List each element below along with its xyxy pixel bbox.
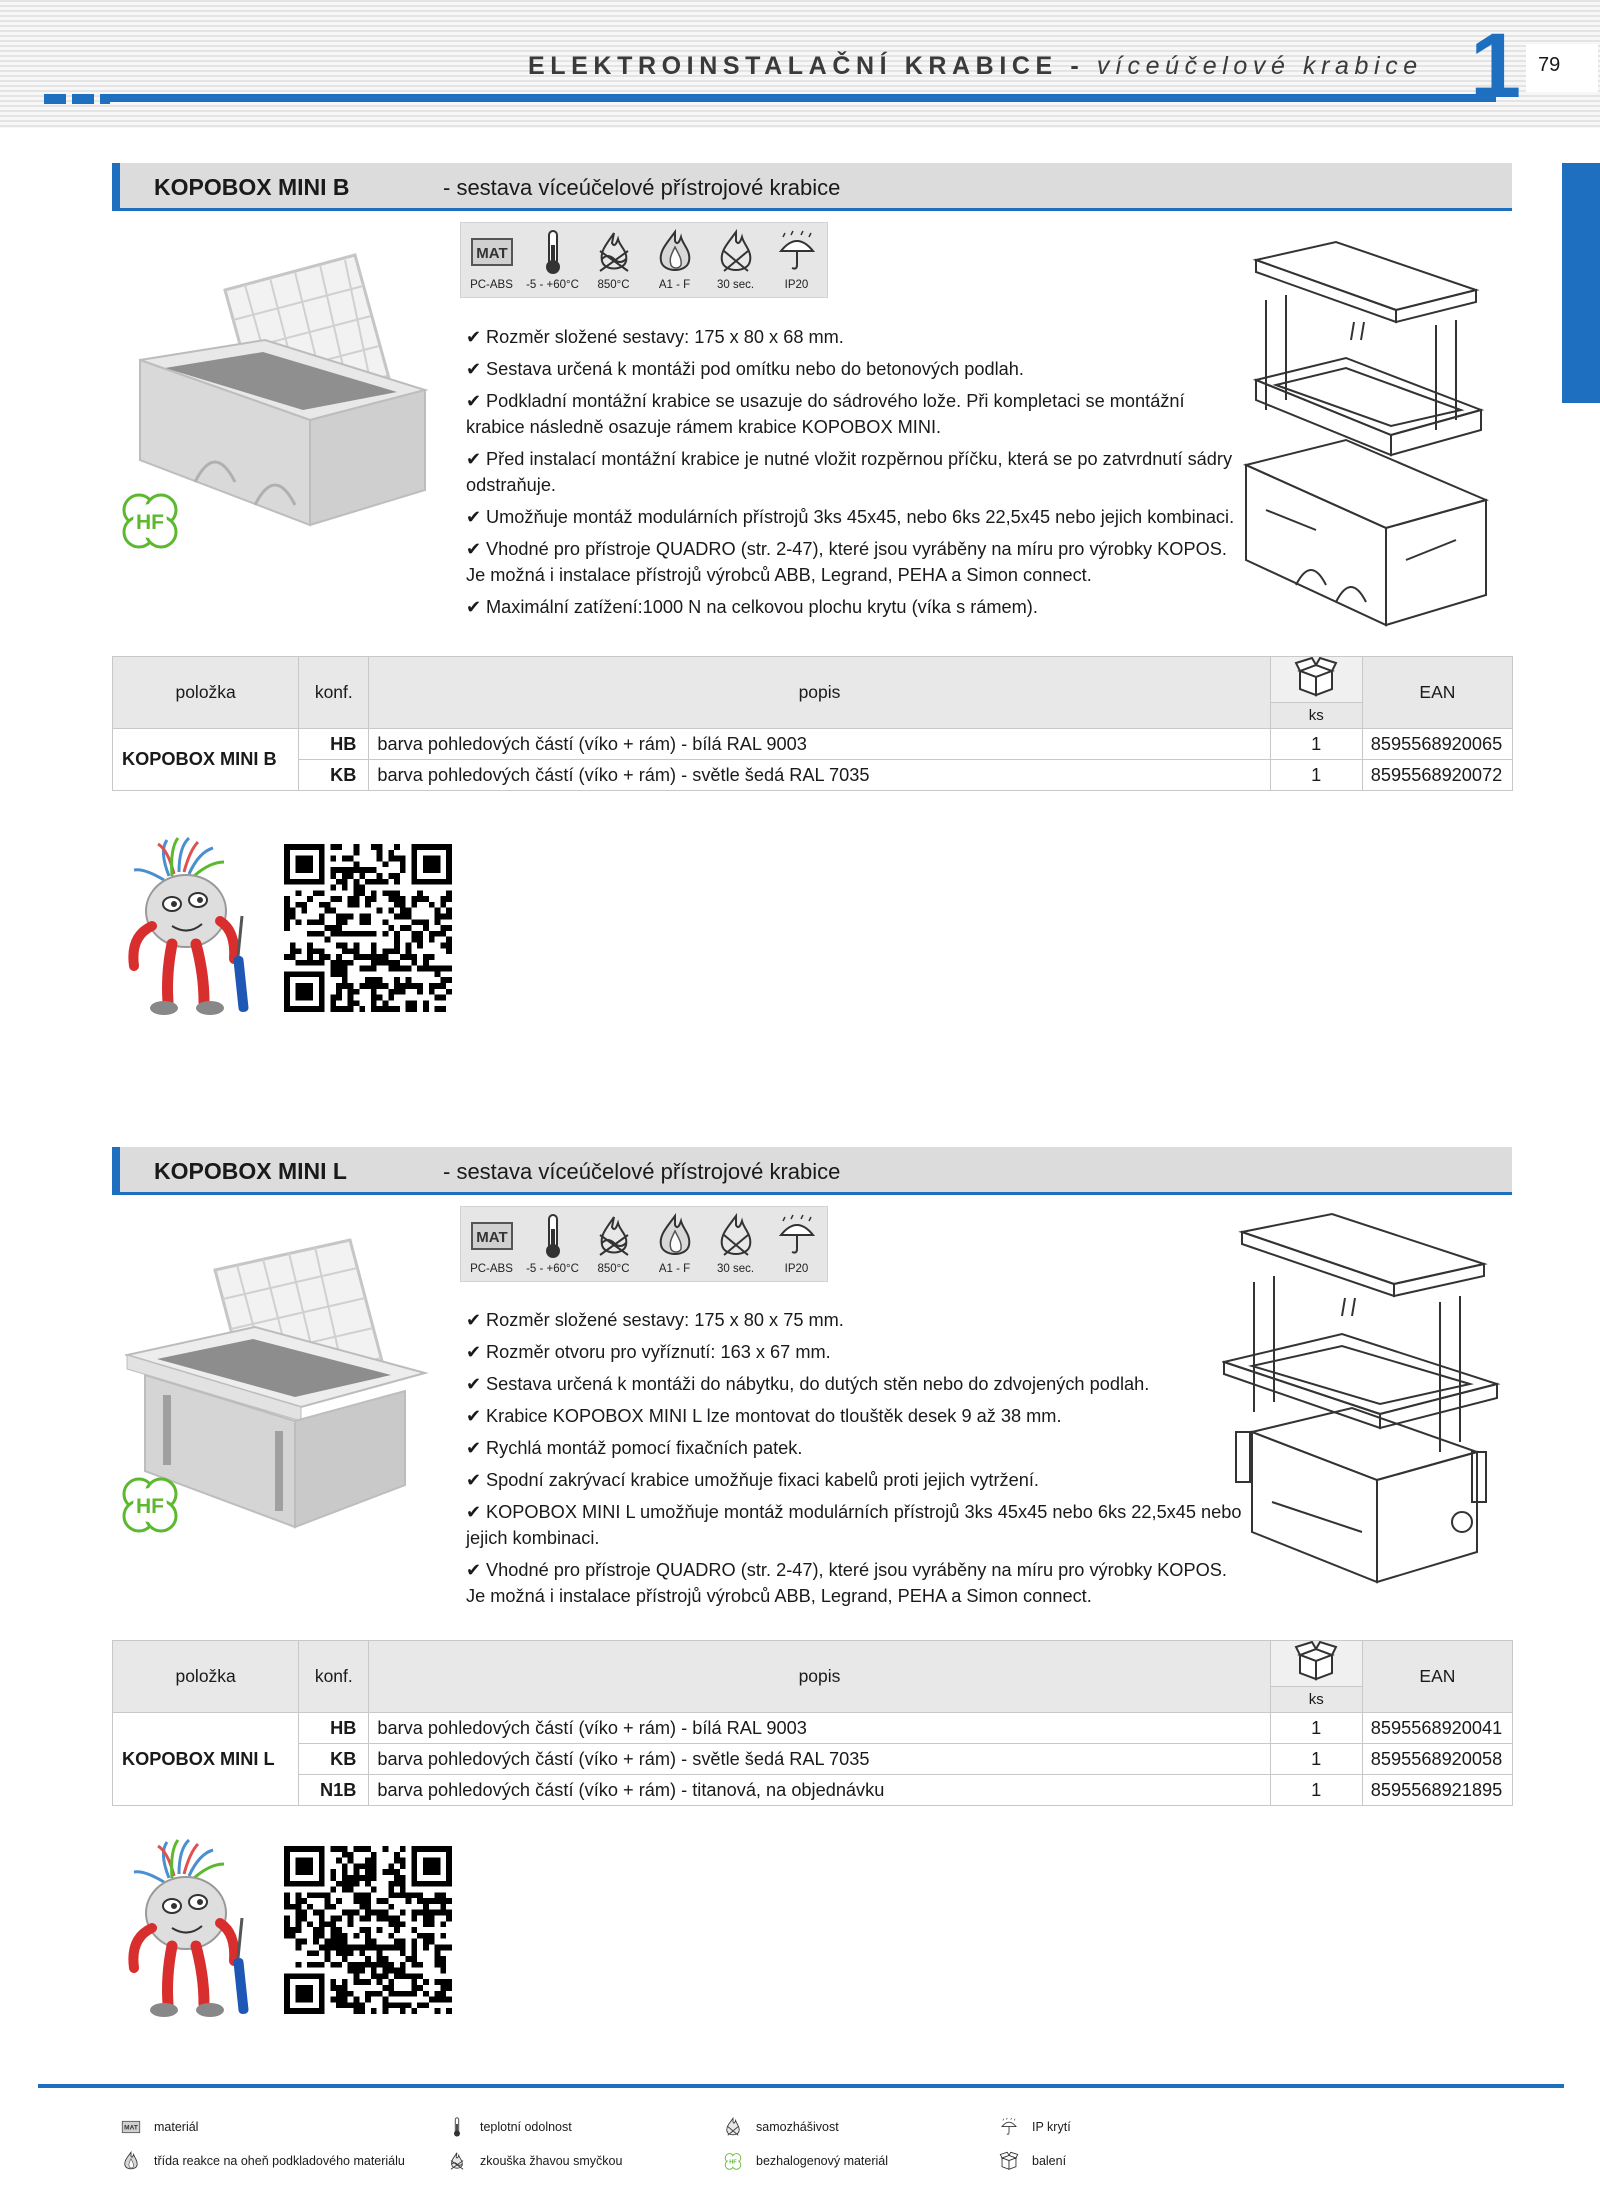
legend-item xyxy=(998,2151,1066,2171)
feature-item xyxy=(466,1467,1246,1493)
cell-konf: N1B xyxy=(299,1775,369,1806)
table-row xyxy=(113,729,1513,760)
property-thermometer xyxy=(522,223,583,297)
glow-wire-icon xyxy=(590,1213,638,1259)
legend-label: teplotní odolnost xyxy=(480,2120,572,2134)
feature-list xyxy=(466,1307,1246,1615)
cell-ks: 1 xyxy=(1270,1775,1362,1806)
col-header-ks: ks xyxy=(1270,703,1362,729)
self-extinguish-icon xyxy=(712,229,760,275)
cell-konf: KB xyxy=(299,760,369,791)
property-mat xyxy=(461,1207,522,1281)
svg-text:HF: HF xyxy=(729,2159,737,2166)
feature-text: Před instalací montážní krabice je nutné vložit rozpěrnou příčku, která se po zatvrdnutí sádry odstraňuje. xyxy=(466,449,1233,495)
checkmark-icon: ✔ xyxy=(466,1310,482,1330)
col-header-popis: popis xyxy=(369,1641,1270,1713)
col-header-popis: popis xyxy=(369,657,1270,729)
mat-icon xyxy=(468,229,516,275)
property-flame-class xyxy=(644,1207,705,1281)
cell-ks: 1 xyxy=(1270,1713,1362,1744)
ip-umbrella-icon xyxy=(773,229,821,275)
legend-label: bezhalogenový materiál xyxy=(756,2154,889,2168)
table-row xyxy=(113,1775,1513,1806)
feature-text: Rozměr složené sestavy: 175 x 80 x 75 mm. xyxy=(486,1310,844,1330)
col-header-package xyxy=(1270,1641,1362,1687)
hf-badge-icon xyxy=(117,1474,183,1536)
feature-list xyxy=(466,324,1246,626)
hf-icon xyxy=(722,2151,744,2171)
glow-wire-icon xyxy=(590,229,638,275)
properties-icons xyxy=(460,222,828,298)
mascot-illustration xyxy=(124,836,264,1026)
property-glow-wire xyxy=(583,223,644,297)
product-table-mini-b xyxy=(112,656,1513,791)
header-square xyxy=(100,94,110,104)
feature-text: Umožňuje montáž modulárních přístrojů 3ks 45x45, nebo 6ks 22,5x45 nebo jejich kombinaci. xyxy=(486,507,1235,527)
legend-item xyxy=(998,2117,1071,2137)
svg-text:HF: HF xyxy=(136,511,164,534)
feature-text: Sestava určená k montáži do nábytku, do dutých stěn nebo do zdvojených podlah. xyxy=(486,1374,1150,1394)
svg-text:HF: HF xyxy=(136,1495,164,1518)
package-icon xyxy=(998,2151,1020,2171)
property-value: PC-ABS xyxy=(470,1263,513,1275)
property-value: A1 - F xyxy=(658,1263,691,1275)
properties-icons xyxy=(460,1206,828,1282)
thermometer-icon xyxy=(529,1213,577,1259)
footer-rule xyxy=(38,2084,1564,2088)
cell-konf: HB xyxy=(299,1713,369,1744)
checkmark-icon: ✔ xyxy=(466,1374,482,1394)
property-glow-wire xyxy=(583,1207,644,1281)
property-flame-class xyxy=(644,223,705,297)
checkmark-icon: ✔ xyxy=(466,1502,482,1522)
property-value: IP20 xyxy=(784,1263,809,1275)
col-header-ean: EAN xyxy=(1362,1641,1512,1713)
property-ip-umbrella xyxy=(766,223,827,297)
property-value: IP20 xyxy=(784,279,809,291)
feature-text: Rozměr otvoru pro vyříznutí: 163 x 67 mm. xyxy=(486,1342,831,1362)
legend-item xyxy=(120,2151,405,2171)
cell-ks: 1 xyxy=(1270,729,1362,760)
feature-item xyxy=(466,1339,1246,1365)
item-name: KOPOBOX MINI L xyxy=(113,1713,299,1806)
feature-text: Podkladní montážní krabice se usazuje do sádrového lože. Při kompletaci se montážní krabice následně osazuje rámem krabice KOPOBOX MINI. xyxy=(466,391,1185,437)
checkmark-icon: ✔ xyxy=(466,449,482,469)
product-subtitle: - sestava víceúčelové přístrojové krabice xyxy=(443,1159,841,1184)
product-subtitle: - sestava víceúčelové přístrojové krabice xyxy=(443,175,841,200)
feature-text: Vhodné pro přístroje QUADRO (str. 2-47), které jsou vyráběny na míru pro výrobky KOPOS. Je možná i instalace přístrojů výrobců ABB, Legrand, PEHA a Simon connect. xyxy=(466,1560,1227,1606)
product-title: KOPOBOX MINI B xyxy=(154,174,350,200)
feature-text: Rychlá montáž pomocí fixačních patek. xyxy=(486,1438,803,1458)
feature-item xyxy=(466,504,1246,530)
legend-label: zkouška žhavou smyčkou xyxy=(480,2154,623,2168)
legend-item xyxy=(120,2117,198,2137)
qr-code xyxy=(284,1846,452,2014)
item-name: KOPOBOX MINI B xyxy=(113,729,299,791)
package-icon xyxy=(1294,1641,1338,1681)
feature-item xyxy=(466,594,1246,620)
legend-label: IP krytí xyxy=(1032,2120,1071,2134)
cell-ks: 1 xyxy=(1270,1744,1362,1775)
checkmark-icon: ✔ xyxy=(466,1342,482,1362)
cell-popis: barva pohledových částí (víko + rám) - titanová, na objednávku xyxy=(369,1775,1270,1806)
property-value: 30 sec. xyxy=(716,279,755,291)
property-ip-umbrella xyxy=(766,1207,827,1281)
exploded-drawing-mini-l xyxy=(1222,1212,1502,1602)
feature-text: Spodní zakrývací krabice umožňuje fixaci kabelů proti jejich vytržení. xyxy=(486,1470,1039,1490)
checkmark-icon: ✔ xyxy=(466,391,482,411)
cell-ean: 8595568920072 xyxy=(1362,760,1512,791)
mat-icon xyxy=(120,2117,142,2137)
cell-konf: KB xyxy=(299,1744,369,1775)
col-header-konf: konf. xyxy=(299,1641,369,1713)
property-mat xyxy=(461,223,522,297)
feature-item xyxy=(466,1435,1246,1461)
col-header-package xyxy=(1270,657,1362,703)
property-self-extinguish xyxy=(705,223,766,297)
qr-code xyxy=(284,844,452,1012)
property-value: 30 sec. xyxy=(716,1263,755,1275)
feature-text: Vhodné pro přístroje QUADRO (str. 2-47), které jsou vyráběny na míru pro výrobky KOPOS. Je možná i instalace přístrojů výrobců ABB, Legrand, PEHA a Simon connect. xyxy=(466,539,1227,585)
cell-ean: 8595568920041 xyxy=(1362,1713,1512,1744)
table-row xyxy=(113,1713,1513,1744)
property-thermometer xyxy=(522,1207,583,1281)
self-extinguish-icon xyxy=(712,1213,760,1259)
legend-label: materiál xyxy=(154,2120,199,2134)
feature-text: Krabice KOPOBOX MINI L lze montovat do tlouštěk desek 9 až 38 mm. xyxy=(486,1406,1062,1426)
feature-item xyxy=(466,1371,1246,1397)
col-header-ks: ks xyxy=(1270,1687,1362,1713)
checkmark-icon: ✔ xyxy=(466,1438,482,1458)
ip-umbrella-icon xyxy=(773,1213,821,1259)
self-extinguish-icon xyxy=(722,2117,744,2137)
chapter-number: 1 xyxy=(1470,15,1522,117)
col-header-konf: konf. xyxy=(299,657,369,729)
page-number: 79 xyxy=(1526,44,1598,92)
checkmark-icon: ✔ xyxy=(466,1560,482,1580)
table-row xyxy=(113,1744,1513,1775)
header-square xyxy=(44,94,66,104)
section-header xyxy=(112,1147,1512,1195)
col-header-ean: EAN xyxy=(1362,657,1512,729)
property-value: A1 - F xyxy=(658,279,691,291)
svg-text:MAT: MAT xyxy=(475,1229,508,1246)
cell-popis: barva pohledových částí (víko + rám) - světle šedá RAL 7035 xyxy=(369,1744,1270,1775)
property-self-extinguish xyxy=(705,1207,766,1281)
checkmark-icon: ✔ xyxy=(466,597,482,617)
checkmark-icon: ✔ xyxy=(466,1406,482,1426)
checkmark-icon: ✔ xyxy=(466,327,482,347)
page-header-title: ELEKTROINSTALAČNÍ KRABICE - víceúčelové krabice xyxy=(528,52,1423,80)
legend-label: samozhášivost xyxy=(756,2120,839,2134)
feature-item xyxy=(466,1499,1246,1551)
glow-wire-icon xyxy=(446,2151,468,2171)
product-title: KOPOBOX MINI L xyxy=(154,1158,347,1184)
svg-text:MAT: MAT xyxy=(124,2124,138,2132)
feature-item xyxy=(466,1403,1246,1429)
property-value: 850°C xyxy=(597,279,630,291)
property-value: 850°C xyxy=(597,1263,630,1275)
feature-text: Rozměr složené sestavy: 175 x 80 x 68 mm. xyxy=(486,327,844,347)
feature-item xyxy=(466,446,1246,498)
cell-ks: 1 xyxy=(1270,760,1362,791)
legend-item xyxy=(446,2151,622,2171)
checkmark-icon: ✔ xyxy=(466,539,482,559)
package-icon xyxy=(1294,657,1338,697)
property-value: -5 - +60°C xyxy=(526,1263,579,1275)
table-row xyxy=(113,760,1513,791)
feature-item xyxy=(466,1307,1246,1333)
cell-ean: 8595568920065 xyxy=(1362,729,1512,760)
flame-class-icon xyxy=(651,1213,699,1259)
legend-item xyxy=(722,2117,839,2137)
mat-icon xyxy=(468,1213,516,1259)
cell-konf: HB xyxy=(299,729,369,760)
thermometer-icon xyxy=(529,229,577,275)
feature-item xyxy=(466,388,1246,440)
exploded-drawing-mini-b xyxy=(1236,240,1496,630)
cell-popis: barva pohledových částí (víko + rám) - bílá RAL 9003 xyxy=(369,729,1270,760)
flame-class-icon xyxy=(651,229,699,275)
cell-popis: barva pohledových částí (víko + rám) - bílá RAL 9003 xyxy=(369,1713,1270,1744)
feature-item xyxy=(466,1557,1246,1609)
checkmark-icon: ✔ xyxy=(466,359,482,379)
product-table-mini-l xyxy=(112,1640,1513,1806)
checkmark-icon: ✔ xyxy=(466,507,482,527)
feature-item xyxy=(466,536,1246,588)
feature-text: KOPOBOX MINI L umožňuje montáž modulárních přístrojů 3ks 45x45 nebo 6ks 22,5x45 nebo jejich kombinaci. xyxy=(466,1502,1242,1548)
cell-ean: 8595568920058 xyxy=(1362,1744,1512,1775)
legend-label: balení xyxy=(1032,2154,1067,2168)
property-value: -5 - +60°C xyxy=(526,279,579,291)
feature-item xyxy=(466,324,1246,350)
chapter-side-tab xyxy=(1562,163,1600,403)
legend-label: třída reakce na oheň podkladového materiálu xyxy=(154,2154,405,2168)
svg-text:MAT: MAT xyxy=(475,245,508,262)
cell-popis: barva pohledových částí (víko + rám) - světle šedá RAL 7035 xyxy=(369,760,1270,791)
thermometer-icon xyxy=(446,2117,468,2137)
feature-item xyxy=(466,356,1246,382)
header-square xyxy=(72,94,94,104)
legend-item xyxy=(446,2117,572,2137)
flame-class-icon xyxy=(120,2151,142,2171)
col-header-item: položka xyxy=(113,657,299,729)
ip-umbrella-icon xyxy=(998,2117,1020,2137)
feature-text: Sestava určená k montáži pod omítku nebo do betonových podlah. xyxy=(486,359,1024,379)
hf-badge-icon xyxy=(117,490,183,552)
checkmark-icon: ✔ xyxy=(466,1470,482,1490)
header-rule xyxy=(110,94,1496,102)
feature-text: Maximální zatížení:1000 N na celkovou plochu krytu (víka s rámem). xyxy=(486,597,1038,617)
cell-ean: 8595568921895 xyxy=(1362,1775,1512,1806)
property-value: PC-ABS xyxy=(470,279,513,291)
col-header-item: položka xyxy=(113,1641,299,1713)
mascot-illustration xyxy=(124,1838,264,2028)
section-header xyxy=(112,163,1512,211)
legend-item xyxy=(722,2151,888,2171)
